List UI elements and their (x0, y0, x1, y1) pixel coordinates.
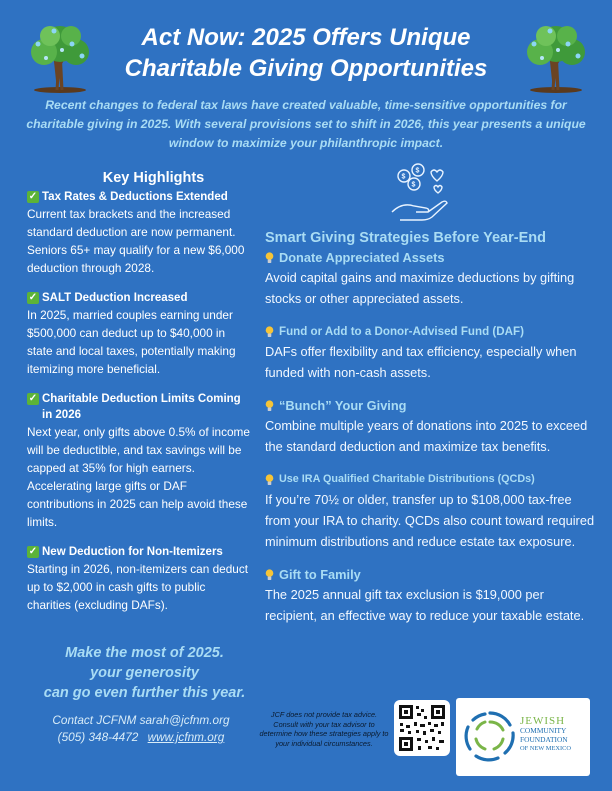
foundation-logo-text: JEWISH COMMUNITY FOUNDATION OF NEW MEXICO (520, 715, 572, 752)
strategy-heading: Donate Appreciated Assets (279, 250, 445, 265)
cta-line-3: can go even further this year. (43, 685, 246, 701)
check-icon: ✓ (28, 292, 38, 303)
strategy-item (265, 396, 595, 457)
strategy-heading: “Bunch” Your Giving (279, 398, 407, 413)
lightbulb-icon (265, 569, 274, 581)
contact-info (26, 712, 256, 746)
foundation-logo[interactable] (456, 698, 590, 776)
strategy-heading: Gift to Family (279, 567, 361, 582)
strategy-item (265, 565, 595, 626)
strategies-title: Smart Giving Strategies Before Year-End (265, 230, 546, 246)
page-title (100, 22, 512, 84)
strategy-body: Avoid capital gains and maximize deductions by gifting stocks or other appreciated assets. (265, 270, 575, 306)
highlight-heading: SALT Deduction Increased (42, 292, 188, 304)
call-to-action (22, 643, 267, 703)
lightbulb-icon (265, 400, 274, 412)
tax-disclaimer: JCF does not provide tax advice. Consult with your tax advisor to determine how these strategies apply to your individual circumstances. (259, 710, 389, 748)
website-link[interactable]: www.jcfnm.org (147, 730, 225, 744)
highlight-heading: Charitable Deduction Limits Coming in 2026 (42, 393, 241, 421)
strategy-body: If you’re 70½ or older, transfer up to $108,000 tax-free from your IRA to charity. QCDs also count toward required minimum distributions and reduce estate tax exposure. (265, 492, 595, 549)
contact-phone: (505) 348-4472 (57, 730, 139, 744)
intro-paragraph: Recent changes to federal tax laws have created valuable, time-sensitive opportunities for charitable giving in 2025. With several provisions set to shift in 2026, this year presents a unique window to maximize your philanthropic impact. (26, 98, 586, 150)
foundation-logo-icon (461, 707, 519, 765)
key-highlights-section (27, 170, 252, 627)
lightbulb-icon (265, 252, 274, 264)
strategy-body: Combine multiple years of donations into 2025 to exceed the standard deduction and maximize tax benefits. (265, 418, 588, 454)
lightbulb-icon (265, 474, 274, 486)
tree-icon (522, 22, 590, 94)
check-icon: ✓ (28, 546, 38, 557)
strategy-heading: Use IRA Qualified Charitable Distributions (QCDs) (279, 473, 535, 485)
highlight-item (27, 189, 252, 277)
lightbulb-icon (265, 326, 274, 338)
svg-text:$: $ (411, 181, 416, 189)
title-line-1: Act Now: 2025 Offers Unique (141, 24, 471, 51)
highlight-heading: New Deduction for Non-Itemizers (42, 546, 223, 558)
highlight-item (27, 391, 252, 531)
title-line-2: Charitable Giving Opportunities (124, 55, 488, 82)
strategy-item (265, 470, 595, 552)
strategy-item (265, 248, 595, 309)
svg-text:$: $ (401, 173, 406, 181)
contact-email-line: Contact JCFNM sarah@jcfnm.org (52, 713, 230, 727)
tree-icon (26, 22, 94, 94)
highlight-body: Next year, only gifts above 0.5% of income will be deductible, and tax savings will be capped at 35% for high earners. Accelerating large gifts or DAF contributions in 2025 can help avoid these limits. (27, 425, 250, 529)
highlight-body: In 2025, married couples earning under $500,000 can deduct up to $40,000 in state and local taxes, potentially making itemizing more beneficial. (27, 308, 236, 376)
strategy-body: The 2025 annual gift tax exclusion is $19,000 per recipient, an effective way to reduce your taxable estate. (265, 587, 585, 623)
strategy-heading: Fund or Add to a Donor-Advised Fund (DAF) (279, 325, 524, 338)
cta-line-1: Make the most of 2025. (65, 645, 224, 661)
cta-line-2: your generosity (90, 665, 199, 681)
qr-code-icon[interactable] (394, 700, 450, 756)
highlight-body: Starting in 2026, non-itemizers can deduct up to $2,000 in cash gifts to public charities (excluding DAFs). (27, 562, 248, 612)
highlight-body: Current tax brackets and the increased standard deduction are now permanent. Seniors 65+ may qualify for a new $6,000 deduction through 2028. (27, 207, 245, 275)
strategy-item (265, 322, 595, 383)
highlight-item (27, 544, 252, 614)
strategy-body: DAFs offer flexibility and tax efficiency, especially when funded with non-cash assets. (265, 344, 577, 380)
money-hand-icon (384, 162, 454, 224)
highlight-heading: Tax Rates & Deductions Extended (42, 191, 228, 203)
highlight-item (27, 290, 252, 378)
key-highlights-title: Key Highlights (102, 170, 205, 186)
svg-text:$: $ (415, 167, 420, 175)
check-icon: ✓ (28, 393, 38, 404)
check-icon: ✓ (28, 191, 38, 202)
strategies-section (265, 230, 595, 639)
